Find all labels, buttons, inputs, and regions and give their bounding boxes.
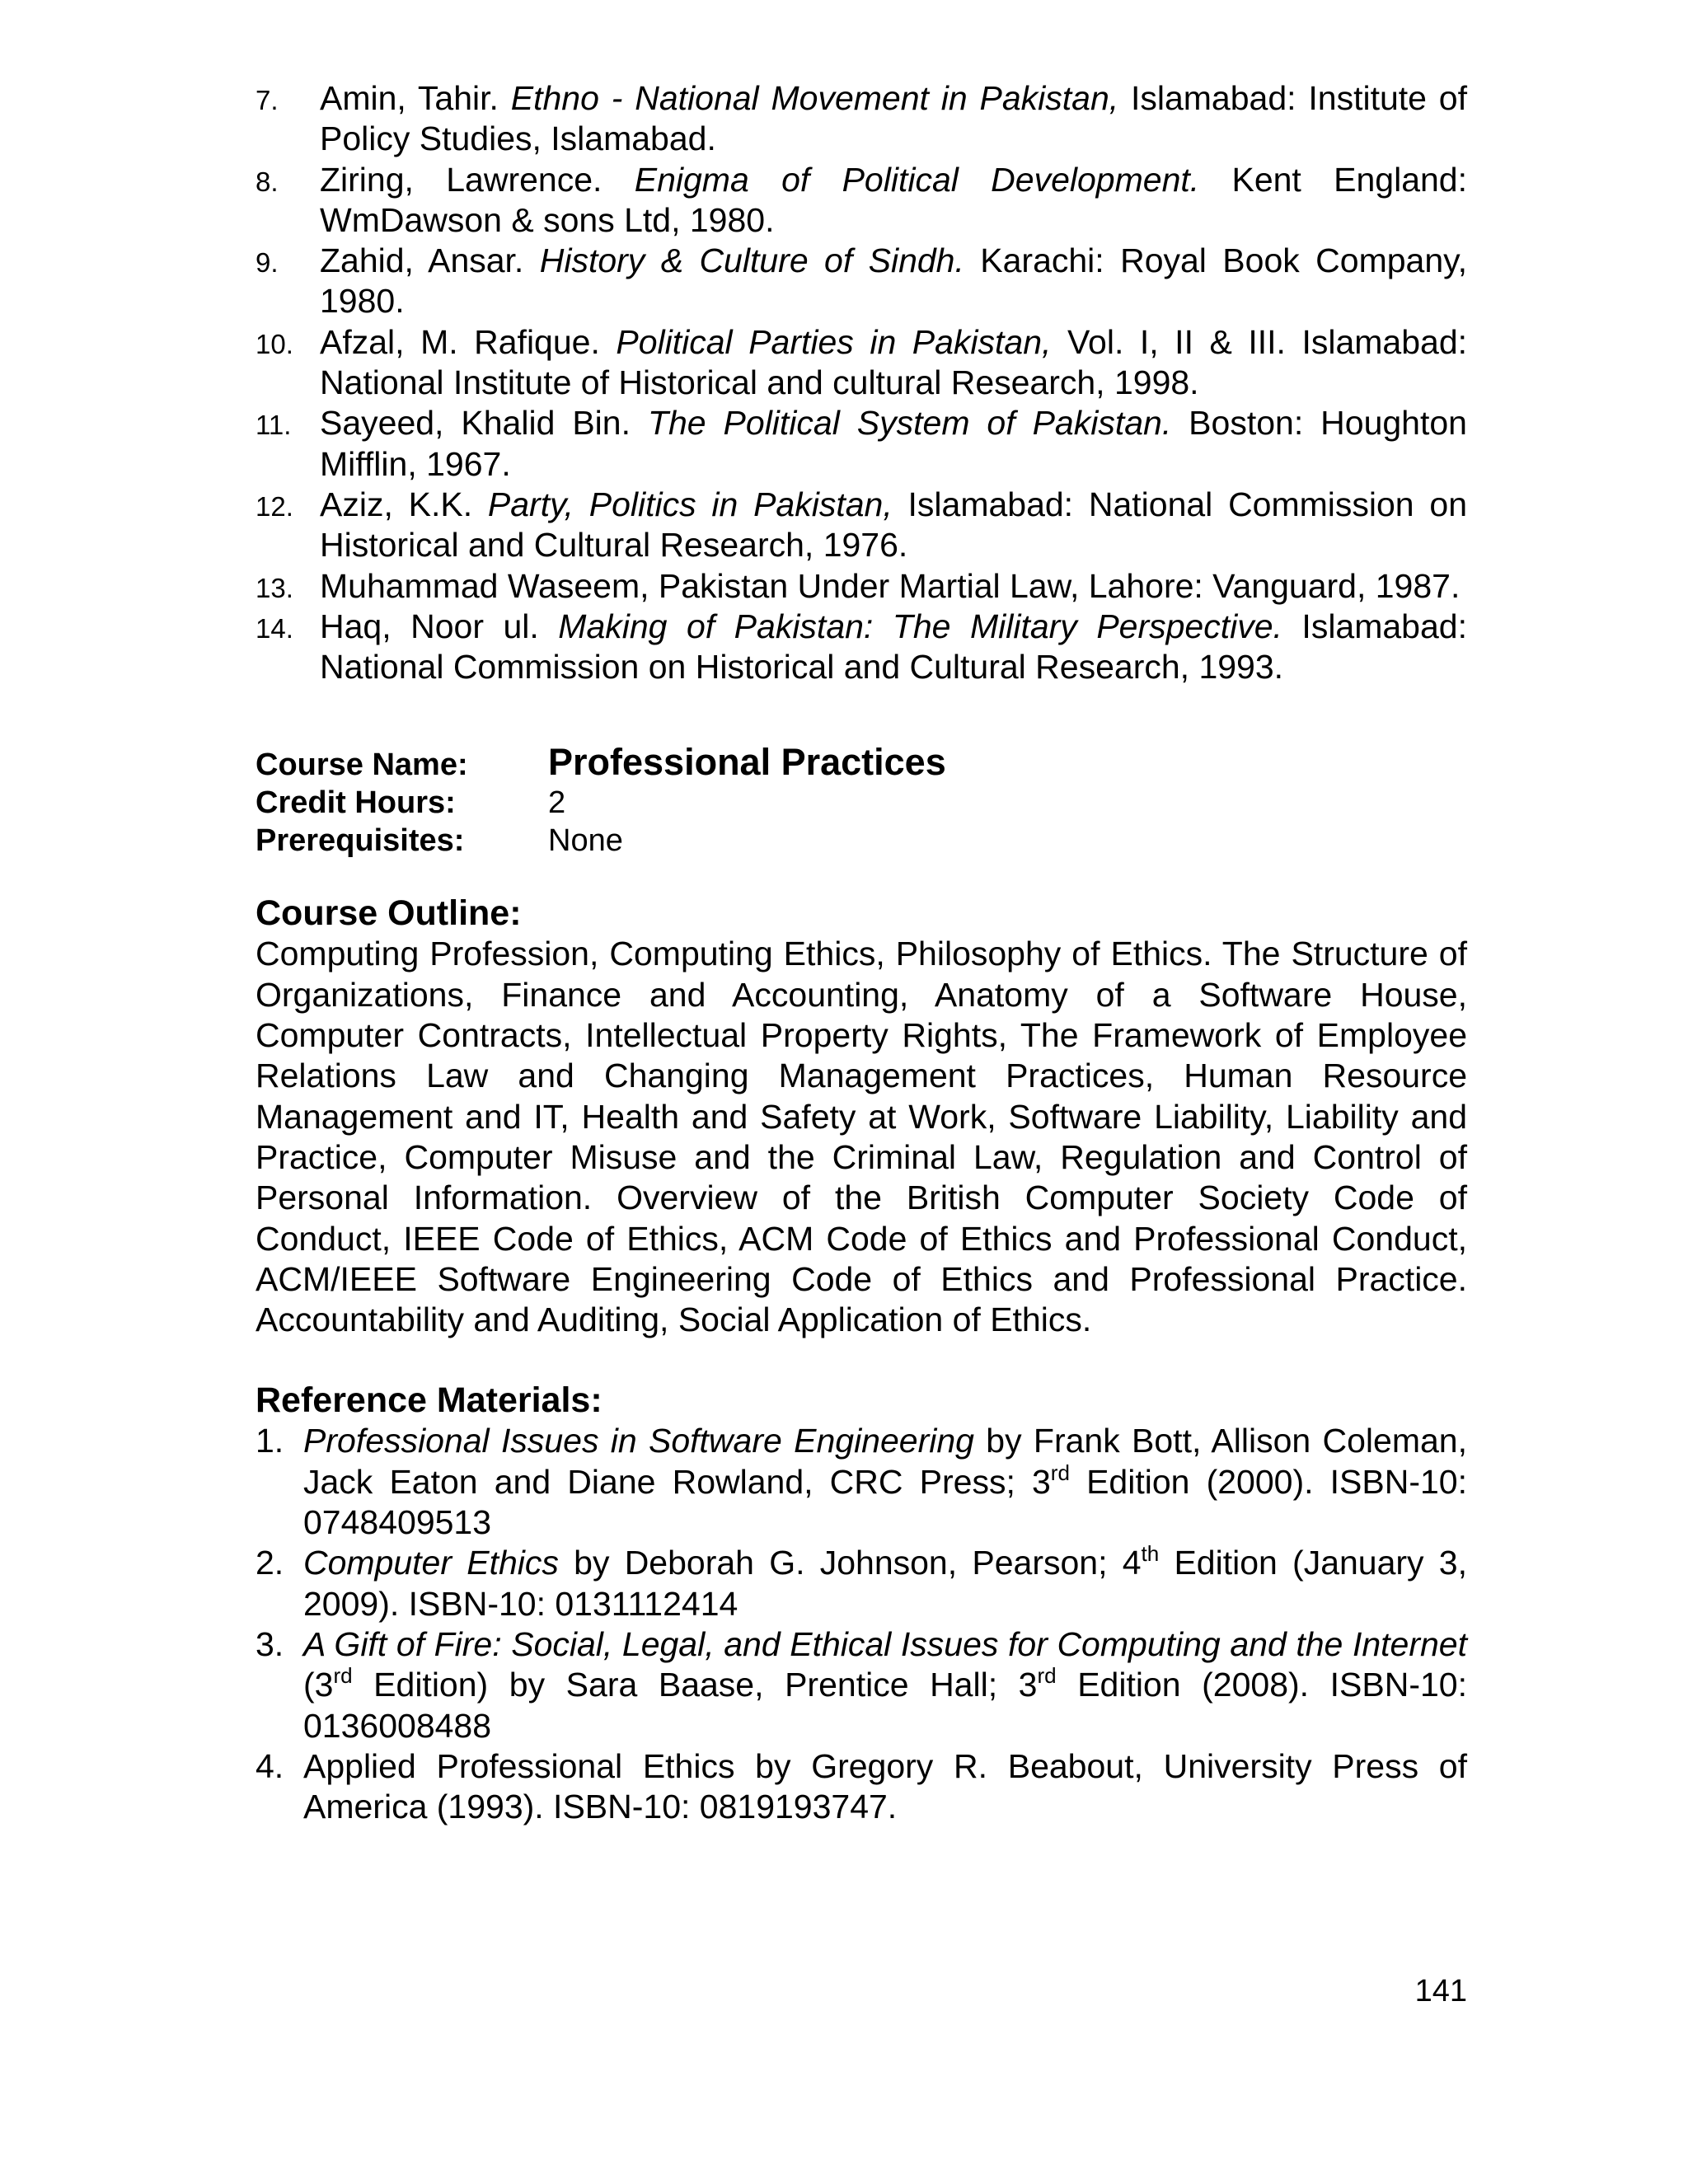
ordinal-suffix: rd [333,1663,353,1689]
course-name-label: Course Name: [256,748,468,783]
prerequisites-label: Prerequisites: [256,823,465,859]
item-publication: Karachi: Royal Book Company, 1980. [320,241,1467,321]
item-publication: Islamabad: National Commission on Historical and Cultural Research, 1993. [320,607,1467,687]
item-author: Ziring, Lawrence. [320,160,635,199]
credit-hours-row [256,784,1467,822]
reference-materials-heading: Reference Materials: [256,1380,603,1421]
item-number: 7. [256,85,279,115]
bibliography-item [256,566,1467,607]
bibliography-item [256,160,1467,241]
item-number: 14. [256,612,293,644]
prerequisites-row [256,822,1467,860]
item-details: (3 [303,1666,334,1704]
item-number: 12. [256,490,293,522]
item-number: 1. [256,1422,284,1460]
item-number: 9. [256,247,279,279]
item-author: Aziz, K.K. [320,485,488,523]
page-number: 141 [1414,1974,1467,2008]
item-details-cont: Edition) by Sara Baase, Prentice Hall; 3 [352,1666,1038,1704]
item-title: Professional Issues in Software Engineering [303,1422,974,1460]
item-publication: Kent England: WmDawson & sons Ltd, 1980. [320,160,1468,239]
item-number: 2. [256,1544,284,1582]
item-details-cont: Edition (2000). ISBN-10: 0748409513 [303,1462,1467,1542]
ordinal-suffix: rd [1037,1663,1057,1689]
item-number: 8. [256,166,279,197]
item-title: Ethno - National Movement in Pakistan, [510,79,1119,117]
item-number: 13. [256,572,293,603]
bibliography-item [256,241,1467,322]
bibliography-item [256,485,1467,566]
prerequisites-value: None [548,823,623,859]
course-outline-heading: Course Outline: [256,893,522,934]
item-publication: Islamabad: Institute of Policy Studies, Islamabad. [320,79,1467,158]
item-number: 11. [256,410,292,441]
item-title: History & Culture of Sindh. [539,241,964,280]
item-title: Computer Ethics [303,1544,559,1582]
credit-hours-label: Credit Hours: [256,785,456,821]
item-details-cont: Edition (January 3, 2009). ISBN-10: 0131112414 [303,1544,1467,1623]
bibliography-item [256,322,1467,404]
credit-hours-value: 2 [548,785,566,821]
item-publication: Vol. I, II & III. Islamabad: National Institute of Historical and cultural Research, 1998. [320,322,1468,402]
item-author: Afzal, M. Rafique. [320,322,617,361]
course-info [256,743,1467,860]
item-author: Haq, Noor ul. [320,607,559,645]
ordinal-suffix: rd [1050,1460,1070,1485]
course-name-value: Professional Practices [548,741,946,784]
item-title: The Political System of Pakistan. [647,404,1172,443]
reference-item [256,1421,1467,1543]
item-text: Muhammad Waseem, Pakistan Under Martial Law, Lahore: Vanguard, 1987. [320,566,1461,605]
reference-item [256,1746,1467,1828]
item-author: Sayeed, Khalid Bin. [320,404,648,443]
reference-list [256,1421,1467,1827]
reference-item [256,1624,1467,1746]
item-publication: Islamabad: National Commission on Historical and Cultural Research, 1976. [320,485,1468,565]
course-outline-text: Computing Profession, Computing Ethics, Philosophy of Ethics. The Structure of Organizations, Finance and Accounting, Anatomy of a Software House, Computer Contracts, Intellectual Property Rights, The Framework of Employee Relations Law and Changing Management Practices, Human Resource Management and IT, Health and Safety at Work, Software Liability, Liability and Practice, Computer Misuse and the Criminal Law, Regulation and Control of Personal Information. Overview of the British Computer Society Code of Conduct, IEEE Code of Ethics, ACM Code of Ethics and Professional Conduct, ACM/IEEE Software Engineering Code of Ethics and Professional Practice. Accountability and Auditing, Social Application of Ethics. [256,935,1467,1339]
bibliography-item [256,78,1467,160]
ordinal-suffix: th [1141,1541,1160,1567]
item-author: Amin, Tahir. [320,79,511,117]
item-author: Zahid, Ansar. [320,241,540,280]
item-title: Enigma of Political Development. [634,160,1200,199]
bibliography-list [256,78,1467,687]
bibliography-item [256,607,1467,688]
item-details: by Frank Bott, Allison Coleman, Jack Eaton and Diane Rowland, CRC Press; 3 [303,1422,1467,1501]
item-number: 3. [256,1624,284,1663]
item-publication: Boston: Houghton Mifflin, 1967. [320,404,1467,483]
item-text: Applied Professional Ethics by Gregory R. Beabout, University Press of America (1993). ISBN-10: 0819193747. [303,1746,1467,1826]
item-title: Making of Pakistan: The Military Perspective. [558,607,1282,645]
item-title: A Gift of Fire: Social, Legal, and Ethical Issues for Computing and the Internet [303,1624,1467,1663]
bibliography-item [256,403,1467,485]
item-details: by Deborah G. Johnson, Pearson; 4 [558,1544,1142,1582]
item-number: 4. [256,1746,284,1785]
item-title: Party, Politics in Pakistan, [487,485,893,523]
page-content [256,78,1467,1827]
item-details-end: Edition (2008). ISBN-10: 0136008488 [303,1666,1467,1745]
item-title: Political Parties in Pakistan, [616,322,1052,361]
reference-item [256,1543,1467,1624]
course-name-row [256,743,1467,784]
item-number: 10. [256,328,293,359]
